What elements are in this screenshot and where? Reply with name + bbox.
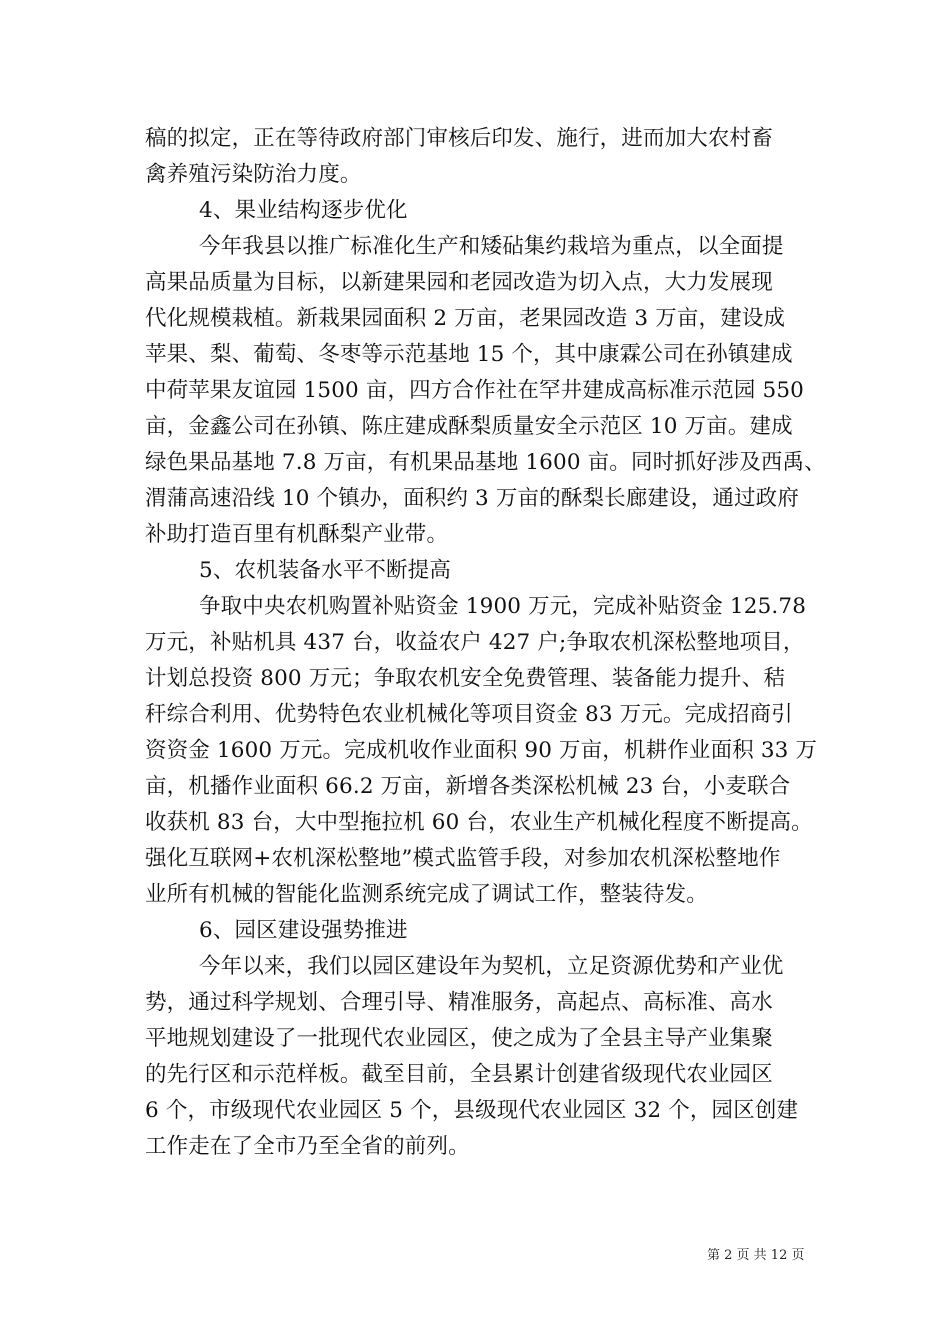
text-line: 万元，补贴机具 437 台，收益农户 427 户;争取农机深松整地项目，	[145, 630, 805, 655]
text-line: 亩，金鑫公司在孙镇、陈庄建成酥梨质量安全示范区 10 万亩。建成	[145, 414, 793, 439]
text-line: 势，通过科学规划、合理引导、精准服务，高起点、高标准、高水	[145, 990, 773, 1015]
text-line: 补助打造百里有机酥梨产业带。	[145, 522, 449, 547]
text-line: 禽养殖污染防治力度。	[145, 162, 362, 187]
text-line: 业所有机械的智能化监测系统完成了调试工作，整装待发。	[145, 882, 708, 907]
page-number-footer: 第 2 页 共 12 页	[707, 1248, 805, 1263]
section-heading-6: 6、园区建设强势推进	[199, 918, 408, 943]
text-line: 秆综合利用、优势特色农业机械化等项目资金 83 万元。完成招商引	[145, 702, 793, 727]
text-line: 强化互联网+农机深松整地”模式监管手段，对参加农机深松整地作	[145, 846, 781, 871]
text-line: 计划总投资 800 万元；争取农机安全免费管理、装备能力提升、秸	[145, 666, 786, 691]
text-line: 的先行区和示范样板。截至目前，全县累计创建省级现代农业园区	[145, 1062, 773, 1087]
text-line: 中荷苹果友谊园 1500 亩，四方合作社在罕井建成高标准示范园 550	[145, 378, 805, 403]
text-line: 高果品质量为目标，以新建果园和老园改造为切入点，大力发展现	[145, 270, 773, 295]
section-heading-4: 4、果业结构逐步优化	[199, 198, 408, 223]
text-line: 绿色果品基地 7.8 万亩，有机果品基地 1600 亩。同时抓好涉及西禹、	[145, 450, 826, 475]
text-line: 工作走在了全市乃至全省的前列。	[145, 1134, 470, 1159]
text-line: 资资金 1600 万元。完成机收作业面积 90 万亩，机耕作业面积 33 万	[145, 738, 818, 763]
text-line: 6 个，市级现代农业园区 5 个，县级现代农业园区 32 个，园区创建	[145, 1098, 799, 1123]
text-line: 渭蒲高速沿线 10 个镇办，面积约 3 万亩的酥梨长廊建设，通过政府	[145, 486, 799, 511]
paragraph-first-line: 今年我县以推广标准化生产和矮砧集约栽培为重点，以全面提	[199, 234, 784, 259]
text-line: 代化规模栽植。新栽果园面积 2 万亩，老果园改造 3 万亩，建设成	[145, 306, 786, 331]
paragraph-first-line: 争取中央农机购置补贴资金 1900 万元，完成补贴资金 125.78	[199, 594, 807, 619]
section-heading-5: 5、农机装备水平不断提高	[199, 558, 451, 583]
text-line: 收获机 83 台，大中型拖拉机 60 台，农业生产机械化程度不断提高。	[145, 810, 813, 835]
paragraph-first-line: 今年以来，我们以园区建设年为契机，立足资源优势和产业优	[199, 954, 784, 979]
text-line: 平地规划建设了一批现代农业园区，使之成为了全县主导产业集聚	[145, 1026, 773, 1051]
text-line: 苹果、梨、葡萄、冬枣等示范基地 15 个，其中康霖公司在孙镇建成	[145, 342, 793, 367]
text-line: 亩，机播作业面积 66.2 万亩，新增各类深松机械 23 台，小麦联合	[145, 774, 791, 799]
text-line: 稿的拟定，正在等待政府部门审核后印发、施行，进而加大农村畜	[145, 126, 773, 151]
